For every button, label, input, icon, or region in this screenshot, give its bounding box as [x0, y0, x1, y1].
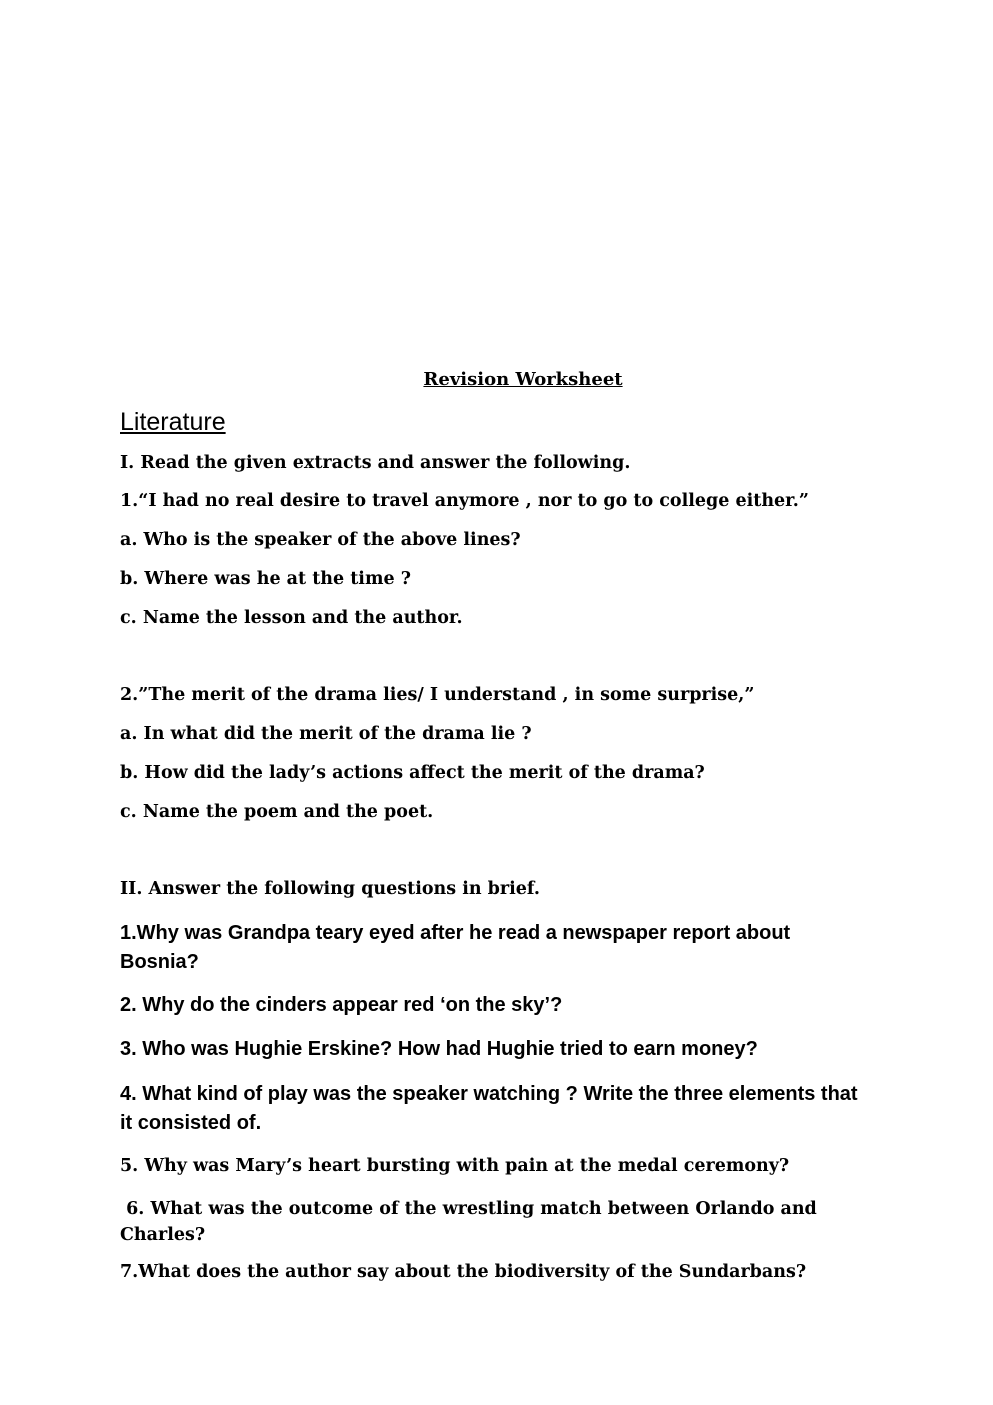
extract2-question-c: c. Name the poem and the poet. — [120, 802, 434, 822]
extract1-question-b: b. Where was he at the time ? — [120, 569, 411, 589]
extract1-question-c: c. Name the lesson and the author. — [120, 608, 463, 628]
extract2-question-b: b. How did the lady’s actions affect the merit of the drama? — [120, 763, 705, 783]
page-title: Revision Worksheet — [423, 369, 623, 390]
part1-heading: I. Read the given extracts and answer the following. — [120, 453, 631, 473]
question-1: 1.Why was Grandpa teary eyed after he read a newspaper report about Bosnia? — [120, 922, 791, 973]
section-heading: Literature — [120, 408, 226, 436]
question-4: 4. What kind of play was the speaker watching ? Write the three elements that it consisted of. — [120, 1083, 858, 1134]
extract1-question-a: a. Who is the speaker of the above lines? — [120, 530, 521, 550]
extract2-quote: 2.”The merit of the drama lies/ I understand , in some surprise,” — [120, 685, 755, 705]
question-2: 2. Why do the cinders appear red ‘on the sky’? — [120, 994, 563, 1016]
part2-heading: II. Answer the following questions in brief. — [120, 879, 540, 899]
extract2-question-a: a. In what did the merit of the drama lie ? — [120, 724, 532, 744]
question-3: 3. Who was Hughie Erskine? How had Hughie tried to earn money? — [120, 1038, 758, 1060]
question-6: 6. What was the outcome of the wrestling match between Orlando and Charles? — [120, 1199, 823, 1245]
question-5: 5. Why was Mary’s heart bursting with pain at the medal ceremony? — [120, 1156, 790, 1176]
extract1-quote: 1.“I had no real desire to travel anymore , nor to go to college either.” — [120, 491, 809, 511]
question-7: 7.What does the author say about the biodiversity of the Sundarbans? — [120, 1262, 807, 1282]
